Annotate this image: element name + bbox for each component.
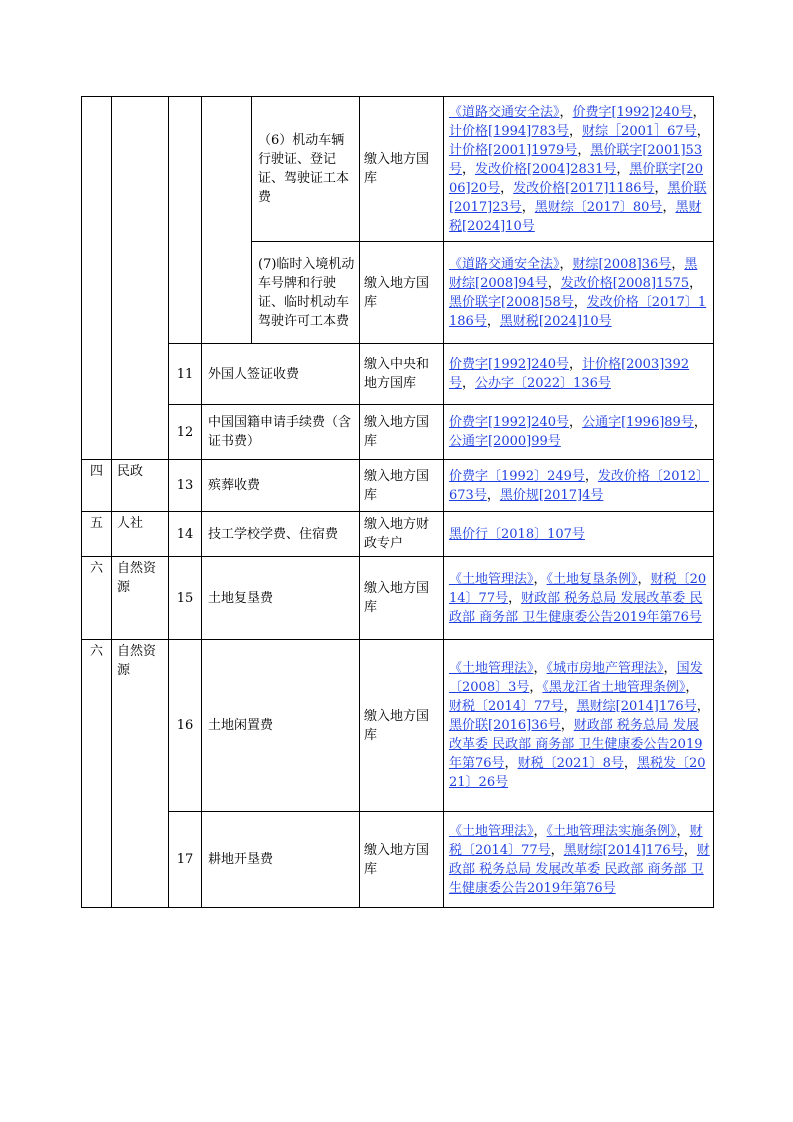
basis-link[interactable]: 发改价格[2004]2831号: [475, 161, 617, 177]
destination-cell: 缴入地方国库: [360, 557, 444, 640]
item-cell: 土地复垦费: [202, 557, 360, 640]
basis-link[interactable]: 黑财综[2008]94号: [449, 256, 698, 291]
basis-separator: ，: [696, 123, 710, 139]
basis-link[interactable]: 财政部 税务总局 发展改革委 民政部 商务部 卫生健康委公告2019年第76号: [449, 718, 703, 771]
basis-separator: ，: [692, 104, 706, 120]
basis-cell: [444, 344, 714, 405]
no-cell: 11: [169, 344, 202, 405]
dept-cell: 民政: [112, 460, 169, 512]
basis-separator: ，: [462, 376, 476, 391]
basis-link[interactable]: 黑价联字[2006]20号: [449, 161, 703, 196]
basis-link[interactable]: 计价格[1994]783号: [449, 123, 570, 139]
table-row: [82, 405, 714, 460]
basis-separator: ，: [504, 756, 518, 771]
item-cell: 中国国籍申请手续费（含证书费）: [202, 405, 360, 460]
seq-cell: 四: [82, 460, 112, 512]
basis-separator: ，: [508, 590, 522, 606]
basis-separator: ，: [563, 699, 577, 714]
basis-link[interactable]: 《道路交通安全法》: [449, 256, 560, 272]
basis-separator: ，: [486, 487, 500, 503]
basis-separator: ，: [569, 415, 583, 430]
destination-cell: 缴入地方财政专户: [360, 512, 444, 557]
basis-link[interactable]: 计价格[2003]392号: [449, 357, 690, 391]
basis-link[interactable]: 《城市房地产管理法》: [546, 661, 664, 676]
basis-link[interactable]: 《黑龙江省土地管理条例》: [542, 680, 686, 695]
basis-separator: ，: [662, 199, 676, 215]
basis-link[interactable]: 价费字[1992]240号: [449, 415, 570, 430]
no-cell: 12: [169, 405, 202, 460]
basis-link[interactable]: 价费字[1992]240号: [572, 104, 693, 120]
basis-separator: ，: [685, 680, 699, 695]
dept-cell: 人社: [112, 512, 169, 557]
basis-separator: ，: [547, 275, 561, 291]
item-cell: 技工学校学费、住宿费: [202, 512, 360, 557]
basis-separator: ，: [623, 756, 637, 771]
basis-link[interactable]: 发改价格〔2017〕1186号: [449, 294, 707, 329]
item-cell: 耕地开垦费: [202, 812, 360, 908]
basis-link[interactable]: 价费字[1992]240号: [449, 357, 570, 372]
basis-link[interactable]: 公通字[1996]89号: [582, 415, 694, 430]
basis-separator: ，: [533, 571, 547, 587]
basis-link[interactable]: 《土地管理法实施条例》: [546, 823, 677, 839]
basis-link[interactable]: 财政部 税务总局 发展改革委 民政部 商务部 卫生健康委公告2019年第76号: [449, 590, 703, 625]
basis-cell: [444, 557, 714, 640]
basis-link[interactable]: 计价格[2001]1979号: [449, 142, 578, 158]
basis-separator: ，: [559, 104, 573, 120]
destination-cell: 缴入地方国库: [360, 640, 444, 812]
seq-cell-empty: [82, 97, 112, 460]
basis-separator: ，: [560, 718, 574, 733]
no-cell: 13: [169, 460, 202, 512]
basis-link[interactable]: 黑财综[2014]176号: [576, 699, 697, 714]
table-row: [82, 812, 714, 908]
table-row: [82, 97, 714, 242]
table-row: [82, 557, 714, 640]
basis-link[interactable]: 发改价格〔2012〕673号: [449, 468, 710, 503]
no-cell: 17: [169, 812, 202, 908]
basis-link[interactable]: 发改价格[2008]1575: [560, 275, 690, 291]
fee-table: [81, 96, 714, 908]
basis-cell: [444, 405, 714, 460]
dept-cell: 自然资源: [112, 557, 169, 640]
basis-cell: [444, 460, 714, 512]
basis-separator: ，: [696, 699, 710, 714]
basis-link[interactable]: 公通字[2000]99号: [449, 434, 561, 449]
basis-separator: ，: [486, 313, 500, 329]
basis-separator: ，: [559, 256, 573, 272]
dept-cell-empty: [112, 97, 169, 460]
basis-link[interactable]: 国发〔2008〕3号: [449, 661, 703, 695]
table-row: [82, 640, 714, 812]
basis-link[interactable]: 黑价规[2017]4号: [499, 487, 604, 503]
basis-separator: ，: [577, 142, 591, 158]
basis-link[interactable]: 黑价联字[2008]58号: [449, 294, 574, 310]
basis-link[interactable]: 财税〔2014〕77号: [449, 823, 703, 858]
basis-separator: ，: [500, 180, 514, 196]
basis-cell: [444, 812, 714, 908]
basis-link[interactable]: 黑税发〔2021〕26号: [449, 756, 706, 790]
basis-link[interactable]: 《土地管理法》: [449, 823, 534, 839]
no-cell: 15: [169, 557, 202, 640]
basis-separator: ，: [569, 123, 583, 139]
basis-separator: ，: [689, 275, 703, 291]
basis-link[interactable]: 黑财综〔2017〕80号: [534, 199, 663, 215]
basis-link[interactable]: 黑价联[2017]23号: [449, 180, 707, 215]
basis-link[interactable]: 财政部 税务总局 发展改革委 民政部 商务部 卫生健康委公告2019年第76号: [449, 842, 710, 896]
basis-link[interactable]: 《土地管理法》: [449, 571, 534, 587]
basis-link[interactable]: 财综［2001］67号: [582, 123, 697, 139]
no-cell: 14: [169, 512, 202, 557]
item-cell: 外国人签证收费: [202, 344, 360, 405]
basis-link[interactable]: 黑财综[2014]176号: [563, 842, 684, 858]
dept-cell: 自然资源: [112, 640, 169, 908]
basis-separator: ，: [693, 415, 707, 430]
destination-cell: 缴入中央和地方国库: [360, 344, 444, 405]
item-cell: 土地闲置费: [202, 640, 360, 812]
destination-cell: 缴入地方国库: [360, 405, 444, 460]
no-cell-empty: [169, 97, 202, 344]
basis-link[interactable]: 《土地管理法》: [449, 661, 534, 676]
destination-cell: 缴入地方国库: [360, 242, 444, 344]
basis-link[interactable]: 财税〔2014〕77号: [449, 699, 564, 714]
basis-separator: ，: [462, 161, 476, 177]
item-cell: (7)临时入境机动车号牌和行驶证、临时机动车驾驶许可工本费: [252, 242, 360, 344]
basis-separator: ，: [533, 661, 547, 676]
seq-cell: 五: [82, 512, 112, 557]
basis-separator: ，: [683, 842, 697, 858]
seq-cell: 六: [82, 557, 112, 640]
basis-separator: ，: [663, 661, 677, 676]
basis-separator: ，: [529, 680, 543, 695]
item-cell: （6）机动车辆行驶证、登记证、驾驶证工本费: [252, 97, 360, 242]
basis-separator: ，: [584, 468, 598, 484]
basis-link[interactable]: 财税〔2021〕8号: [517, 756, 624, 771]
no-cell: 16: [169, 640, 202, 812]
basis-link[interactable]: 财税〔2014〕77号: [449, 571, 707, 606]
basis-link[interactable]: 黑价行〔2018〕107号: [449, 526, 585, 542]
sub-cell-empty: [202, 97, 252, 344]
basis-separator: ，: [521, 199, 535, 215]
basis-separator: ，: [616, 161, 630, 177]
table-row: [82, 460, 714, 512]
basis-separator: ，: [533, 823, 547, 839]
basis-cell: [444, 242, 714, 344]
basis-cell: [444, 640, 714, 812]
basis-separator: ，: [637, 571, 651, 587]
table-row: [82, 344, 714, 405]
basis-separator: ，: [671, 256, 685, 272]
basis-separator: ，: [569, 357, 583, 372]
basis-separator: ，: [676, 823, 690, 839]
item-cell: 殡葬收费: [202, 460, 360, 512]
basis-separator: ，: [654, 180, 668, 196]
destination-cell: 缴入地方国库: [360, 97, 444, 242]
basis-link[interactable]: 公办字〔2022〕136号: [475, 376, 611, 391]
basis-link[interactable]: 发改价格[2017]1186号: [513, 180, 655, 196]
basis-separator: ，: [550, 842, 564, 858]
table-row: [82, 512, 714, 557]
basis-link[interactable]: 黑价联[2016]36号: [449, 718, 561, 733]
basis-cell: [444, 512, 714, 557]
basis-link[interactable]: 价费字〔1992〕249号: [449, 468, 585, 484]
destination-cell: 缴入地方国库: [360, 812, 444, 908]
basis-separator: ，: [573, 294, 587, 310]
destination-cell: 缴入地方国库: [360, 460, 444, 512]
basis-link[interactable]: 《土地复垦条例》: [546, 571, 638, 587]
basis-link[interactable]: 黑财税[2024]10号: [499, 313, 612, 329]
basis-link[interactable]: 《道路交通安全法》: [449, 104, 560, 120]
basis-link[interactable]: 黑财税[2024]10号: [449, 199, 702, 234]
basis-link[interactable]: 财综[2008]36号: [572, 256, 672, 272]
basis-link[interactable]: 黑价联字[2001]53号: [449, 142, 703, 177]
seq-cell: 六: [82, 640, 112, 908]
basis-cell: [444, 97, 714, 242]
